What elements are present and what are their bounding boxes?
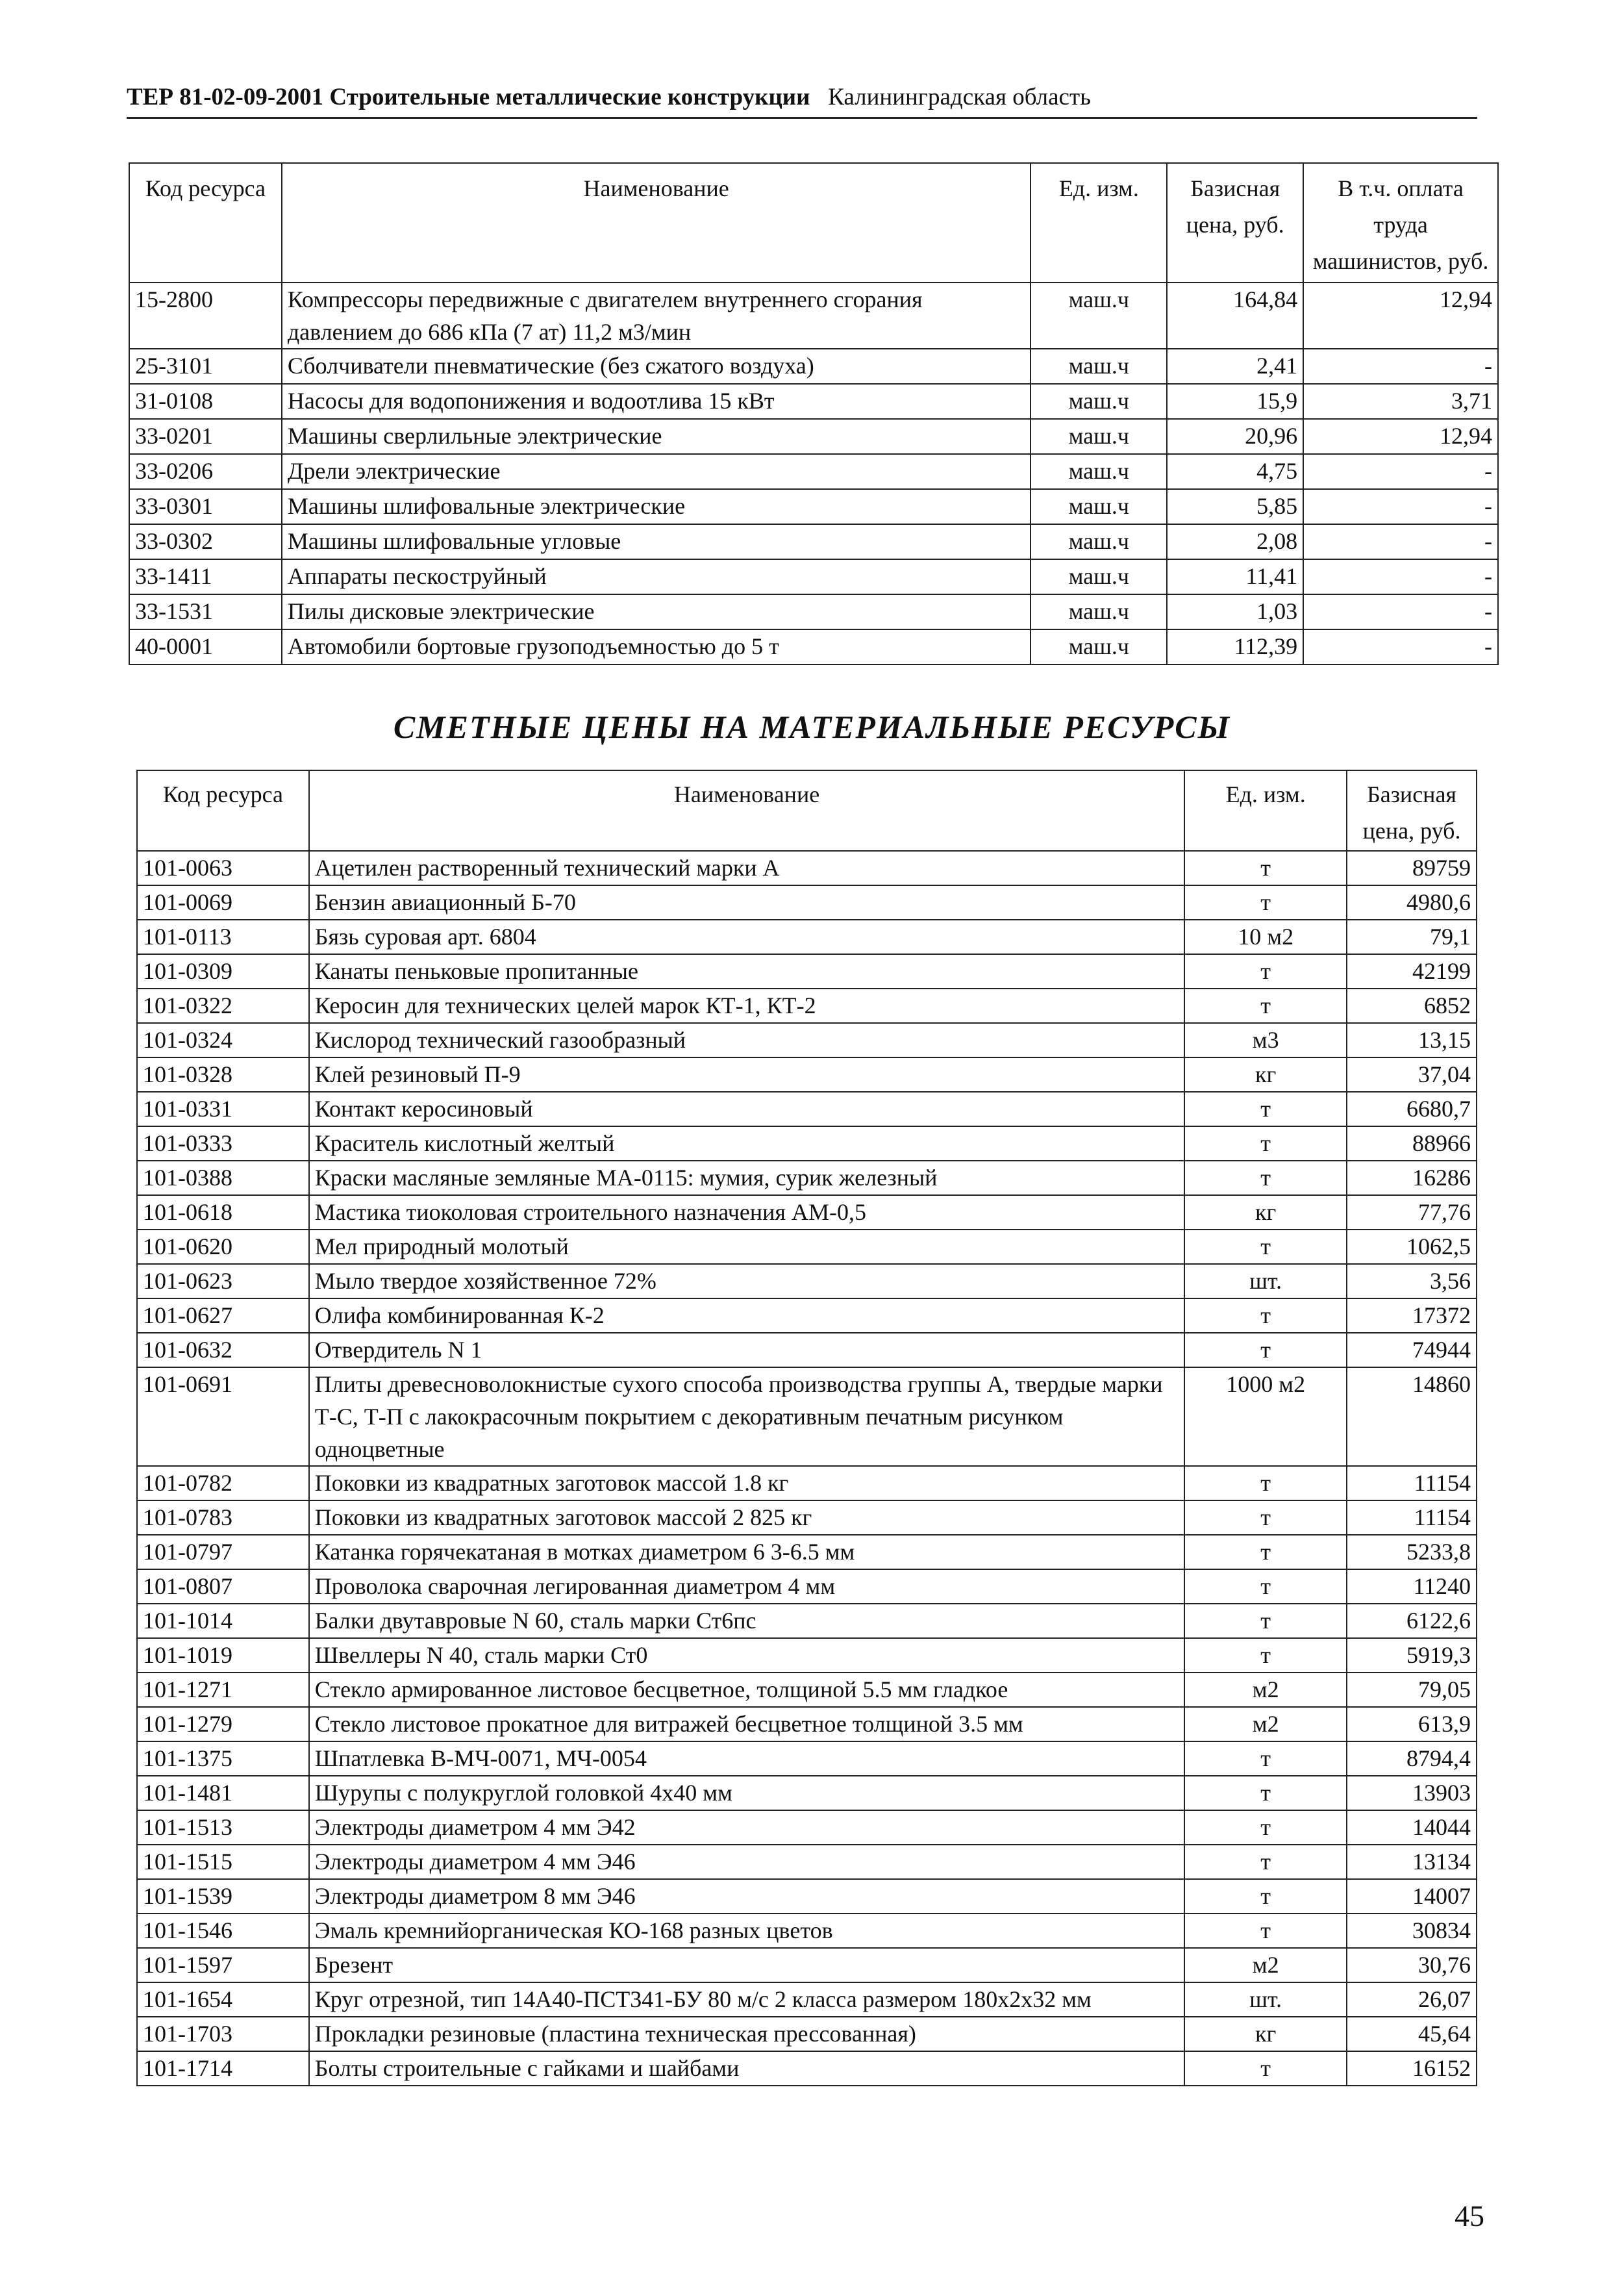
cell-unit: т (1184, 954, 1347, 989)
cell-name: Отвердитель N 1 (309, 1333, 1185, 1367)
cell-unit: м2 (1184, 1948, 1347, 1982)
table-row (137, 1367, 1477, 1466)
cell-price: 15,9 (1167, 384, 1303, 419)
cell-code: 25-3101 (129, 349, 282, 384)
cell-name: Катанка горячекатаная в мотках диаметром 6 3-6.5 мм (309, 1535, 1185, 1569)
table-row (129, 524, 1498, 559)
cell-unit: маш.ч (1031, 524, 1167, 559)
table-row (137, 1741, 1477, 1776)
cell-unit: т (1184, 2051, 1347, 2086)
cell-name: Аппараты пескоструйный (282, 559, 1031, 594)
cell-name: Брезент (309, 1948, 1185, 1982)
cell-price: 5233,8 (1347, 1535, 1477, 1569)
cell-unit: кг (1184, 1195, 1347, 1230)
cell-unit: т (1184, 1810, 1347, 1845)
cell-price: 6852 (1347, 989, 1477, 1023)
cell-name: Ацетилен растворенный технический марки А (309, 851, 1185, 885)
cell-code: 101-0331 (137, 1092, 309, 1126)
cell-code: 101-0620 (137, 1230, 309, 1264)
table-row (129, 594, 1498, 629)
cell-code: 101-1014 (137, 1604, 309, 1638)
doc-code: ТЕР 81-02-09-2001 Строительные металлические конструкции (127, 84, 810, 110)
cell-name: Олифа комбинированная К-2 (309, 1298, 1185, 1333)
cell-name: Швеллеры N 40, сталь марки Ст0 (309, 1638, 1185, 1673)
cell-name: Клей резиновый П-9 (309, 1057, 1185, 1092)
cell-price: 16152 (1347, 2051, 1477, 2086)
cell-code: 33-0302 (129, 524, 282, 559)
cell-price: 88966 (1347, 1126, 1477, 1161)
cell-code: 101-1271 (137, 1673, 309, 1707)
cell-name: Шпатлевка В-МЧ-0071, МЧ-0054 (309, 1741, 1185, 1776)
cell-name: Электроды диаметром 8 мм Э46 (309, 1879, 1185, 1914)
cell-price: 30,76 (1347, 1948, 1477, 1982)
table-row (137, 1333, 1477, 1367)
cell-unit: маш.ч (1031, 489, 1167, 524)
cell-price: 5,85 (1167, 489, 1303, 524)
cell-code: 101-0322 (137, 989, 309, 1023)
cell-unit: т (1184, 1535, 1347, 1569)
cell-code: 101-0797 (137, 1535, 309, 1569)
page-header (127, 83, 1477, 119)
cell-code: 101-1539 (137, 1879, 309, 1914)
cell-name: Поковки из квадратных заготовок массой 1.8 кг (309, 1466, 1185, 1500)
cell-unit: т (1184, 989, 1347, 1023)
cell-labor: - (1303, 559, 1498, 594)
cell-code: 40-0001 (129, 629, 282, 664)
cell-code: 101-1515 (137, 1845, 309, 1879)
cell-code: 101-1654 (137, 1982, 309, 2017)
cell-name: Стекло армированное листовое бесцветное, толщиной 5.5 мм гладкое (309, 1673, 1185, 1707)
table-row (129, 454, 1498, 489)
cell-code: 33-0301 (129, 489, 282, 524)
cell-unit: маш.ч (1031, 629, 1167, 664)
cell-price: 14044 (1347, 1810, 1477, 1845)
cell-code: 101-0328 (137, 1057, 309, 1092)
cell-unit: т (1184, 1879, 1347, 1914)
cell-price: 1,03 (1167, 594, 1303, 629)
cell-labor: - (1303, 454, 1498, 489)
cell-code: 101-1375 (137, 1741, 309, 1776)
cell-unit: т (1184, 1776, 1347, 1810)
table-row (137, 1948, 1477, 1982)
cell-unit: т (1184, 1092, 1347, 1126)
table-row (137, 1776, 1477, 1810)
cell-name: Дрели электрические (282, 454, 1031, 489)
cell-name: Автомобили бортовые грузоподъемностью до 5 т (282, 629, 1031, 664)
cell-price: 1062,5 (1347, 1230, 1477, 1264)
table-row (137, 1638, 1477, 1673)
table-row (137, 989, 1477, 1023)
table-row (137, 1161, 1477, 1195)
cell-unit: маш.ч (1031, 283, 1167, 349)
cell-name: Краски масляные земляные МА-0115: мумия, сурик железный (309, 1161, 1185, 1195)
cell-price: 11154 (1347, 1466, 1477, 1500)
table-row (129, 629, 1498, 664)
table-row (137, 1230, 1477, 1264)
table-row (137, 1092, 1477, 1126)
cell-unit: т (1184, 1126, 1347, 1161)
cell-price: 30834 (1347, 1914, 1477, 1948)
table-row (137, 1982, 1477, 2017)
cell-code: 101-1513 (137, 1810, 309, 1845)
table-row (137, 1535, 1477, 1569)
cell-labor: 12,94 (1303, 283, 1498, 349)
table-row (137, 954, 1477, 989)
col-header-price: Базисная цена, руб. (1167, 163, 1303, 283)
cell-name: Бязь суровая арт. 6804 (309, 920, 1185, 954)
table-row (137, 1914, 1477, 1948)
cell-code: 31-0108 (129, 384, 282, 419)
cell-name: Кислород технический газообразный (309, 1023, 1185, 1057)
page-number: 45 (1455, 2199, 1484, 2232)
cell-price: 2,41 (1167, 349, 1303, 384)
cell-name: Пилы дисковые электрические (282, 594, 1031, 629)
cell-unit: т (1184, 1298, 1347, 1333)
cell-code: 101-1481 (137, 1776, 309, 1810)
table-row (137, 1466, 1477, 1500)
cell-name: Компрессоры передвижные с двигателем внутреннего сгорания давлением до 686 кПа (7 ат) 11,2 м3/мин (282, 283, 1031, 349)
table-row (129, 384, 1498, 419)
cell-code: 101-1597 (137, 1948, 309, 1982)
table-row (129, 419, 1498, 454)
cell-code: 101-0807 (137, 1569, 309, 1604)
cell-code: 33-0201 (129, 419, 282, 454)
cell-unit: маш.ч (1031, 594, 1167, 629)
table-header-row (129, 163, 1498, 283)
table-row (137, 1500, 1477, 1535)
cell-name: Машины сверлильные электрические (282, 419, 1031, 454)
cell-code: 101-1279 (137, 1707, 309, 1741)
cell-price: 112,39 (1167, 629, 1303, 664)
cell-unit: м2 (1184, 1707, 1347, 1741)
cell-unit: кг (1184, 1057, 1347, 1092)
cell-labor: 12,94 (1303, 419, 1498, 454)
cell-unit: т (1184, 1741, 1347, 1776)
cell-name: Электроды диаметром 4 мм Э46 (309, 1845, 1185, 1879)
cell-code: 33-1411 (129, 559, 282, 594)
table-row (137, 1707, 1477, 1741)
cell-name: Контакт керосиновый (309, 1092, 1185, 1126)
cell-price: 45,64 (1347, 2017, 1477, 2051)
cell-name: Шурупы с полукруглой головкой 4х40 мм (309, 1776, 1185, 1810)
cell-name: Мастика тиоколовая строительного назначения АМ-0,5 (309, 1195, 1185, 1230)
cell-code: 101-1703 (137, 2017, 309, 2051)
cell-labor: - (1303, 524, 1498, 559)
cell-name: Бензин авиационный Б-70 (309, 885, 1185, 920)
cell-name: Электроды диаметром 4 мм Э42 (309, 1810, 1185, 1845)
cell-unit: т (1184, 1333, 1347, 1367)
cell-unit: т (1184, 1500, 1347, 1535)
section-title: СМЕТНЫЕ ЦЕНЫ НА МАТЕРИАЛЬНЫЕ РЕСУРСЫ (393, 709, 1231, 745)
cell-labor: - (1303, 349, 1498, 384)
cell-code: 101-0309 (137, 954, 309, 989)
cell-code: 101-0623 (137, 1264, 309, 1298)
region: Калининградская область (828, 84, 1092, 110)
cell-unit: маш.ч (1031, 419, 1167, 454)
cell-unit: т (1184, 1845, 1347, 1879)
col-header-unit: Ед. изм. (1031, 163, 1167, 283)
cell-price: 13134 (1347, 1845, 1477, 1879)
col-header-unit: Ед. изм. (1184, 770, 1347, 851)
cell-code: 101-0113 (137, 920, 309, 954)
table-row (129, 559, 1498, 594)
cell-price: 14860 (1347, 1367, 1477, 1466)
cell-name: Стекло листовое прокатное для витражей бесцветное толщиной 3.5 мм (309, 1707, 1185, 1741)
cell-unit: т (1184, 1230, 1347, 1264)
cell-price: 26,07 (1347, 1982, 1477, 2017)
cell-unit: маш.ч (1031, 349, 1167, 384)
cell-name: Круг отрезной, тип 14А40-ПСТ341-БУ 80 м/с 2 класса размером 180х2х32 мм (309, 1982, 1185, 2017)
cell-name: Мел природный молотый (309, 1230, 1185, 1264)
cell-unit: маш.ч (1031, 384, 1167, 419)
cell-name: Балки двутавровые N 60, сталь марки Ст6пс (309, 1604, 1185, 1638)
cell-name: Машины шлифовальные угловые (282, 524, 1031, 559)
cell-code: 101-0618 (137, 1195, 309, 1230)
cell-unit: т (1184, 1914, 1347, 1948)
cell-labor: - (1303, 594, 1498, 629)
cell-code: 15-2800 (129, 283, 282, 349)
cell-name: Сболчиватели пневматические (без сжатого воздуха) (282, 349, 1031, 384)
cell-unit: 1000 м2 (1184, 1367, 1347, 1466)
cell-unit: шт. (1184, 1264, 1347, 1298)
cell-name: Плиты древесноволокнистые сухого способа производства группы А, твердые марки Т-С, Т-П с лакокрасочным покрытием с декоративным печатным рисунком одноцветные (309, 1367, 1185, 1466)
table-row (137, 1023, 1477, 1057)
table-header-row (137, 770, 1477, 851)
materials-price-table (136, 770, 1477, 2086)
cell-code: 101-0324 (137, 1023, 309, 1057)
table-row (137, 1264, 1477, 1298)
table-row (137, 1879, 1477, 1914)
table-row (137, 885, 1477, 920)
cell-price: 16286 (1347, 1161, 1477, 1195)
cell-name: Краситель кислотный желтый (309, 1126, 1185, 1161)
table-row (137, 2017, 1477, 2051)
cell-unit: т (1184, 1604, 1347, 1638)
cell-code: 33-1531 (129, 594, 282, 629)
cell-code: 101-0333 (137, 1126, 309, 1161)
table-row (129, 349, 1498, 384)
cell-unit: т (1184, 1569, 1347, 1604)
cell-name: Мыло твердое хозяйственное 72% (309, 1264, 1185, 1298)
col-header-labor: В т.ч. оплата труда машинистов, руб. (1303, 163, 1498, 283)
cell-price: 20,96 (1167, 419, 1303, 454)
table-row (129, 489, 1498, 524)
cell-price: 2,08 (1167, 524, 1303, 559)
table-row (137, 1569, 1477, 1604)
cell-code: 101-0632 (137, 1333, 309, 1367)
cell-price: 3,56 (1347, 1264, 1477, 1298)
cell-unit: кг (1184, 2017, 1347, 2051)
table-row (137, 2051, 1477, 2086)
machines-price-table (129, 162, 1499, 665)
cell-name: Болты строительные с гайками и шайбами (309, 2051, 1185, 2086)
cell-code: 101-0782 (137, 1466, 309, 1500)
cell-price: 89759 (1347, 851, 1477, 885)
table-row (137, 1057, 1477, 1092)
cell-price: 37,04 (1347, 1057, 1477, 1092)
cell-code: 33-0206 (129, 454, 282, 489)
cell-code: 101-1546 (137, 1914, 309, 1948)
cell-code: 101-0783 (137, 1500, 309, 1535)
table-row (137, 1126, 1477, 1161)
cell-price: 79,05 (1347, 1673, 1477, 1707)
cell-code: 101-0069 (137, 885, 309, 920)
cell-price: 14007 (1347, 1879, 1477, 1914)
cell-code: 101-1019 (137, 1638, 309, 1673)
cell-unit: м2 (1184, 1673, 1347, 1707)
col-header-code: Код ресурса (129, 163, 282, 283)
cell-labor: 3,71 (1303, 384, 1498, 419)
cell-price: 613,9 (1347, 1707, 1477, 1741)
col-header-code: Код ресурса (137, 770, 309, 851)
cell-price: 17372 (1347, 1298, 1477, 1333)
cell-unit: маш.ч (1031, 454, 1167, 489)
table-row (137, 851, 1477, 885)
table-row (137, 1845, 1477, 1879)
cell-unit: т (1184, 1466, 1347, 1500)
cell-code: 101-0063 (137, 851, 309, 885)
cell-price: 8794,4 (1347, 1741, 1477, 1776)
cell-price: 11154 (1347, 1500, 1477, 1535)
cell-code: 101-0388 (137, 1161, 309, 1195)
cell-price: 6122,6 (1347, 1604, 1477, 1638)
table-row (137, 1810, 1477, 1845)
table-row (137, 1604, 1477, 1638)
cell-name: Эмаль кремнийорганическая КО-168 разных цветов (309, 1914, 1185, 1948)
cell-unit: маш.ч (1031, 559, 1167, 594)
table-row (137, 1673, 1477, 1707)
cell-unit: т (1184, 885, 1347, 920)
cell-name: Проволока сварочная легированная диаметром 4 мм (309, 1569, 1185, 1604)
col-header-price: Базисная цена, руб. (1347, 770, 1477, 851)
cell-code: 101-0691 (137, 1367, 309, 1466)
cell-price: 164,84 (1167, 283, 1303, 349)
cell-price: 4980,6 (1347, 885, 1477, 920)
cell-unit: т (1184, 851, 1347, 885)
cell-labor: - (1303, 489, 1498, 524)
cell-name: Насосы для водопонижения и водоотлива 15 кВт (282, 384, 1031, 419)
cell-name: Машины шлифовальные электрические (282, 489, 1031, 524)
cell-name: Керосин для технических целей марок КТ-1, КТ-2 (309, 989, 1185, 1023)
cell-price: 11,41 (1167, 559, 1303, 594)
cell-price: 5919,3 (1347, 1638, 1477, 1673)
col-header-name: Наименование (282, 163, 1031, 283)
cell-name: Поковки из квадратных заготовок массой 2 825 кг (309, 1500, 1185, 1535)
cell-price: 77,76 (1347, 1195, 1477, 1230)
cell-price: 11240 (1347, 1569, 1477, 1604)
cell-unit: шт. (1184, 1982, 1347, 2017)
cell-name: Канаты пеньковые пропитанные (309, 954, 1185, 989)
cell-price: 74944 (1347, 1333, 1477, 1367)
cell-name: Прокладки резиновые (пластина техническая прессованная) (309, 2017, 1185, 2051)
cell-price: 6680,7 (1347, 1092, 1477, 1126)
cell-price: 4,75 (1167, 454, 1303, 489)
cell-price: 79,1 (1347, 920, 1477, 954)
cell-unit: т (1184, 1161, 1347, 1195)
col-header-name: Наименование (309, 770, 1185, 851)
cell-price: 42199 (1347, 954, 1477, 989)
table-row (137, 1298, 1477, 1333)
cell-unit: м3 (1184, 1023, 1347, 1057)
cell-code: 101-1714 (137, 2051, 309, 2086)
table-row (137, 920, 1477, 954)
table-row (129, 283, 1498, 349)
table-row (137, 1195, 1477, 1230)
cell-price: 13903 (1347, 1776, 1477, 1810)
cell-price: 13,15 (1347, 1023, 1477, 1057)
cell-unit: т (1184, 1638, 1347, 1673)
cell-code: 101-0627 (137, 1298, 309, 1333)
cell-labor: - (1303, 629, 1498, 664)
cell-unit: 10 м2 (1184, 920, 1347, 954)
